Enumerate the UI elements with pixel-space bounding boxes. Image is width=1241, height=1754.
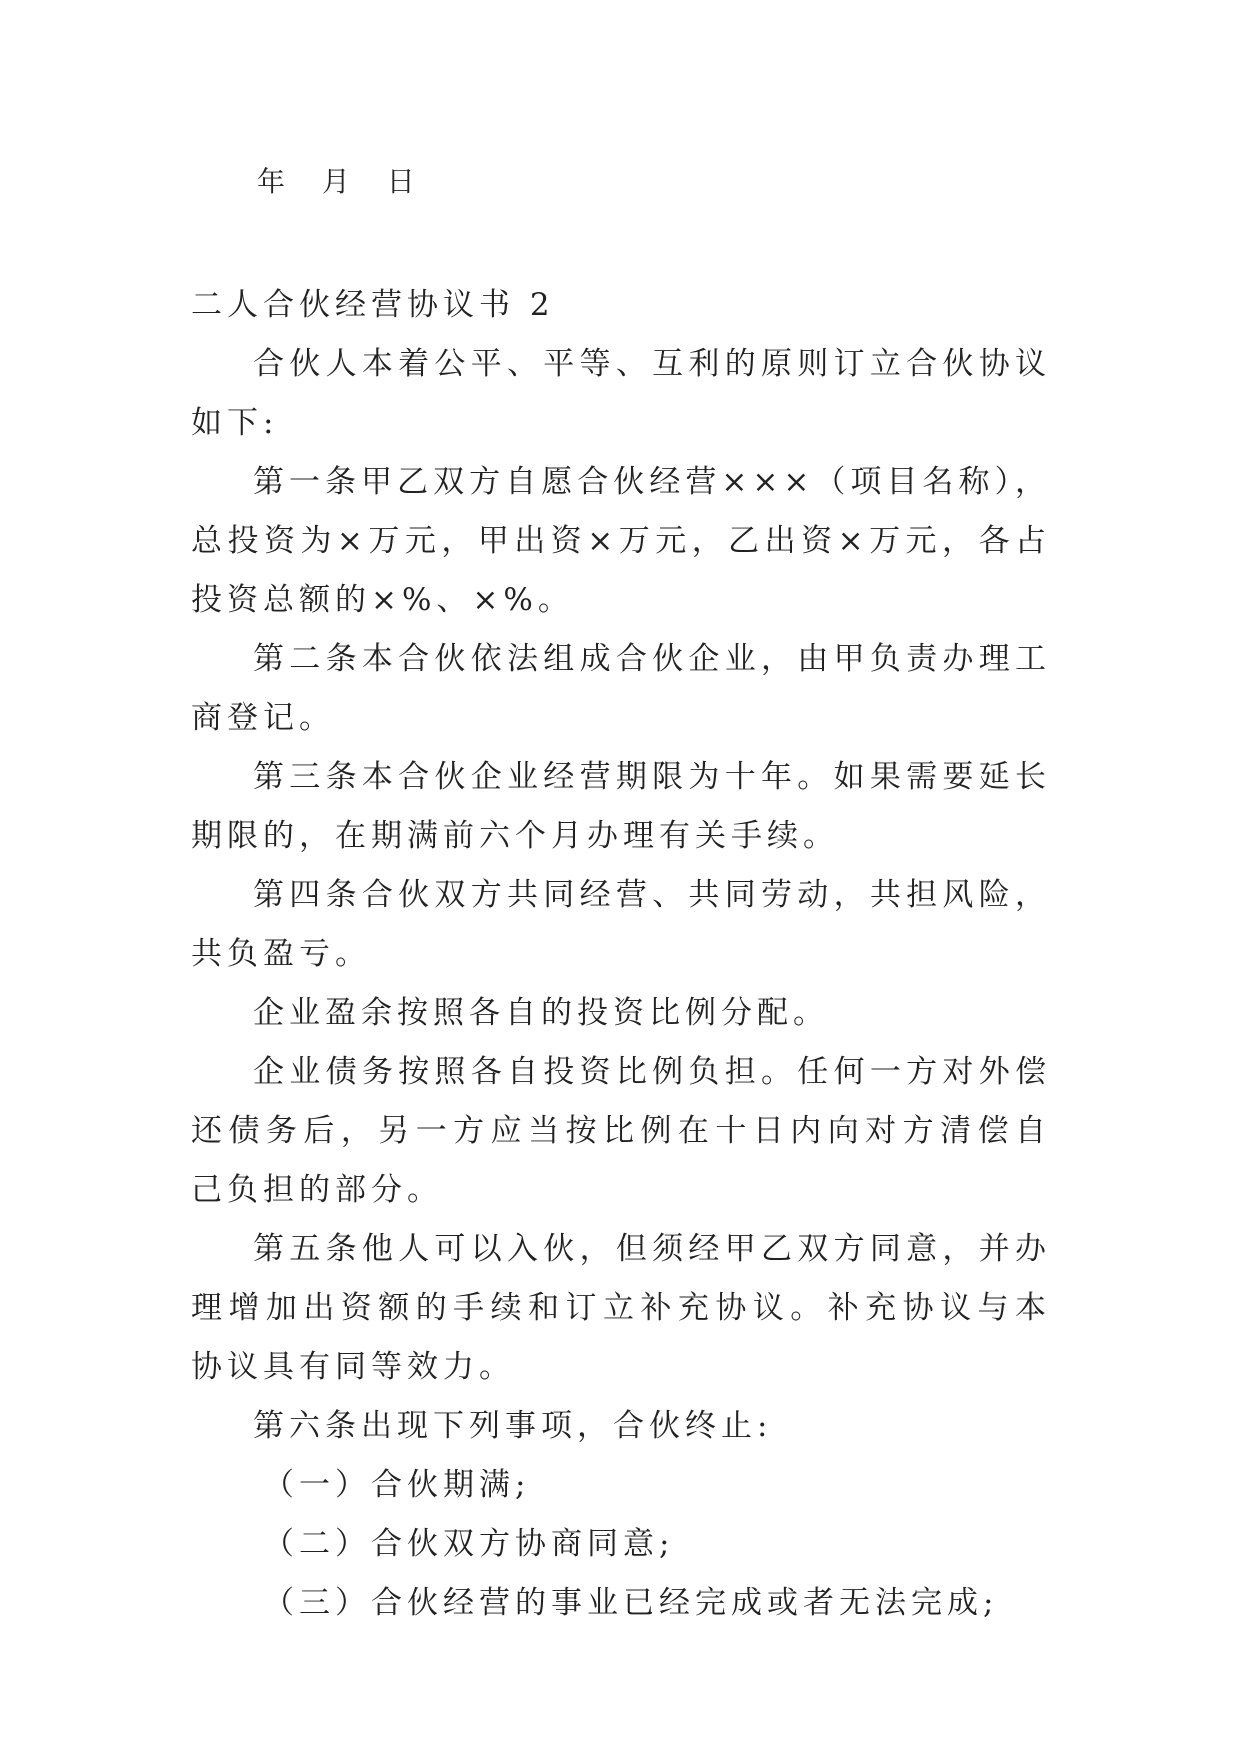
document-title: 二人合伙经营协议书 2 [191,287,555,323]
list-item: （一）合伙期满; [263,1467,531,1503]
paragraph-article-1: 第一条甲乙双方自愿合伙经营×××（项目名称），总投资为×万元，甲出资×万元，乙出资×万元，各占投资总额的×%、×%。 [191,464,1051,618]
paragraph-debt-sharing: 企业债务按照各自投资比例负担。任何一方对外偿还债务后，另一方应当按比例在十日内向对方清偿自己负担的部分。 [191,1054,1051,1208]
paragraph-article-5: 第五条他人可以入伙，但须经甲乙双方同意，并办理增加出资额的手续和订立补充协议。补充协议与本协议具有同等效力。 [191,1231,1051,1385]
paragraph-profit-distribution: 企业盈余按照各自的投资比例分配。 [253,995,829,1031]
agreement-body [191,276,1051,1633]
date-line: 年 月 日 [257,165,429,198]
paragraph-article-3: 第三条本合伙企业经营期限为十年。如果需要延长期限的，在期满前六个月办理有关手续。 [191,759,1051,854]
paragraph-article-2: 第二条本合伙依法组成合伙企业，由甲负责办理工商登记。 [191,641,1051,736]
list-item: （三）合伙经营的事业已经完成或者无法完成; [263,1585,999,1621]
paragraph-intro: 合伙人本着公平、平等、互利的原则订立合伙协议如下: [191,346,1051,441]
list-item: （二）合伙双方协商同意; [263,1526,675,1562]
paragraph-article-6: 第六条出现下列事项，合伙终止: [253,1408,773,1444]
paragraph-article-4: 第四条合伙双方共同经营、共同劳动，共担风险，共负盈亏。 [191,877,1051,972]
